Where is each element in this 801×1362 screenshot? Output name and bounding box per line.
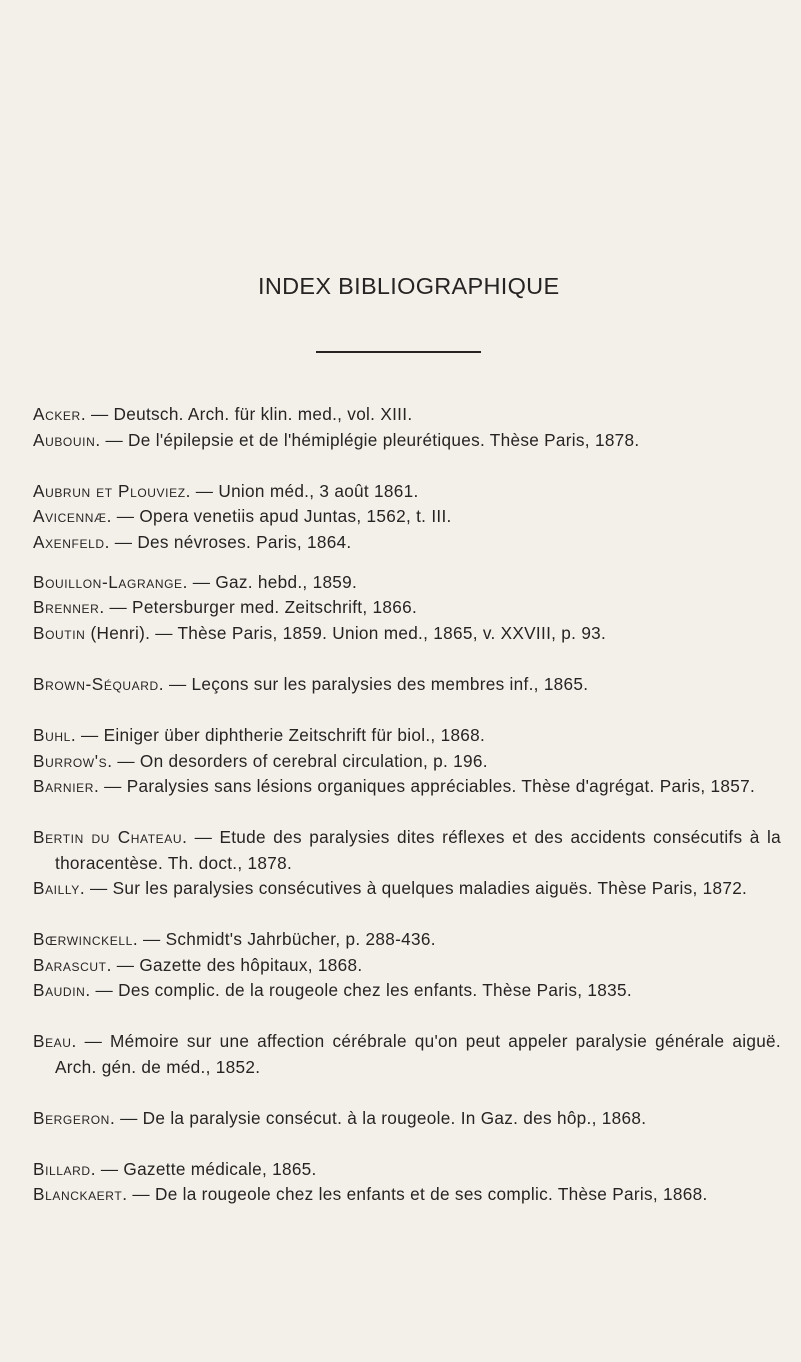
entry-reference: . — De la paralysie consécut. à la rougeole. In Gaz. des hôp., 1868.: [109, 1108, 647, 1128]
bibliography-entry: [33, 825, 781, 876]
entry-reference: . — Des complic. de la rougeole chez les enfants. Thèse Paris, 1835.: [85, 980, 632, 1000]
bibliography-entry: [33, 749, 781, 775]
entry-author: Bailly: [33, 878, 80, 898]
entry-reference: (Henri). — Thèse Paris, 1859. Union med., 1865, v. XXVIII, p. 93.: [85, 623, 607, 643]
bibliography-entry: [33, 774, 781, 800]
entry-author: Buhl: [33, 725, 71, 745]
bibliography-entry: [33, 672, 781, 698]
bibliography-entry: [33, 953, 781, 979]
entry-author: Burrow's: [33, 751, 108, 771]
entry-reference: . — De l'épilepsie et de l'hémiplégie pleurétiques. Thèse Paris, 1878.: [95, 430, 640, 450]
entry-author: Bergeron: [33, 1108, 110, 1128]
entry-author: Aubrun et Plouviez: [33, 481, 186, 501]
bibliography-entry: [33, 723, 781, 749]
entry-author: Bouillon-Lagrange: [33, 572, 183, 592]
entry-author: Bertin du Chateau: [33, 827, 183, 847]
entry-reference: . — Sur les paralysies consécutives à quelques maladies aiguës. Thèse Paris, 1872.: [79, 878, 748, 898]
entry-reference: . — Einiger über diphtherie Zeitschrift für biol., 1868.: [70, 725, 486, 745]
entry-reference: . — Des névroses. Paris, 1864.: [104, 532, 352, 552]
entry-reference: . — Mémoire sur une affection cérébrale qu'on peut appeler paralysie générale aiguë. Arch. gén. de méd., 1852.: [55, 1031, 781, 1077]
entry-reference: . — Union méd., 3 août 1861.: [185, 481, 419, 501]
entry-reference: . — Gazette des hôpitaux, 1868.: [106, 955, 363, 975]
entry-reference: . — Deutsch. Arch. für klin. med., vol. XIII.: [80, 404, 413, 424]
entry-author: Barascut: [33, 955, 107, 975]
bibliography-entry: [33, 1029, 781, 1080]
bibliography-entry: [33, 479, 781, 505]
bibliography-entry: [33, 402, 781, 428]
entry-reference: . — Opera venetiis apud Juntas, 1562, t. III.: [106, 506, 452, 526]
bibliography-entry: [33, 1106, 781, 1132]
bibliography-entry: [33, 978, 781, 1004]
entry-author: Acker: [33, 404, 81, 424]
bibliography-entry: [33, 504, 781, 530]
bibliography-entry: [33, 530, 781, 556]
page-title: INDEX BIBLIOGRAPHIQUE: [258, 273, 560, 299]
entry-author: Axenfeld: [33, 532, 105, 552]
bibliography-entry: [33, 621, 781, 647]
entry-author: Avicennæ: [33, 506, 107, 526]
entry-author: Blanckaert: [33, 1184, 123, 1204]
entry-reference: . — Gaz. hebd., 1859.: [182, 572, 358, 592]
entry-reference: . — Leçons sur les paralysies des membres inf., 1865.: [158, 674, 589, 694]
bibliography-entry: [33, 927, 781, 953]
bibliography-entry: [33, 1157, 781, 1183]
entry-author: Barnier: [33, 776, 95, 796]
entry-author: Brown-Séquard: [33, 674, 159, 694]
entry-reference: . — Schmidt's Jahrbücher, p. 288-436.: [132, 929, 436, 949]
entry-reference: . — On desorders of cerebral circulation, p. 196.: [107, 751, 488, 771]
bibliography-entry: [33, 595, 781, 621]
entry-author: Bœrwinckell: [33, 929, 133, 949]
entry-reference: . — Paralysies sans lésions organiques appréciables. Thèse d'agrégat. Paris, 1857.: [94, 776, 756, 796]
entry-author: Beau: [33, 1031, 72, 1051]
title-divider: [316, 351, 481, 353]
entry-author: Brenner: [33, 597, 100, 617]
entry-author: Boutin: [33, 623, 86, 643]
bibliography-entry: [33, 876, 781, 902]
entry-author: Baudin: [33, 980, 86, 1000]
entry-reference: . — Etude des paralysies dites réflexes et des accidents consécutifs à la thoracentèse. Th. doct., 1878.: [55, 827, 781, 873]
entry-author: Aubouin: [33, 430, 96, 450]
entry-reference: . — Gazette médicale, 1865.: [90, 1159, 317, 1179]
entry-reference: . — Petersburger med. Zeitschrift, 1866.: [99, 597, 418, 617]
bibliography-entry: [33, 428, 781, 454]
entry-reference: . — De la rougeole chez les enfants et de ses complic. Thèse Paris, 1868.: [122, 1184, 708, 1204]
bibliography-entry: [33, 1182, 781, 1208]
entry-author: Billard: [33, 1159, 91, 1179]
bibliography-entry: [33, 570, 781, 596]
